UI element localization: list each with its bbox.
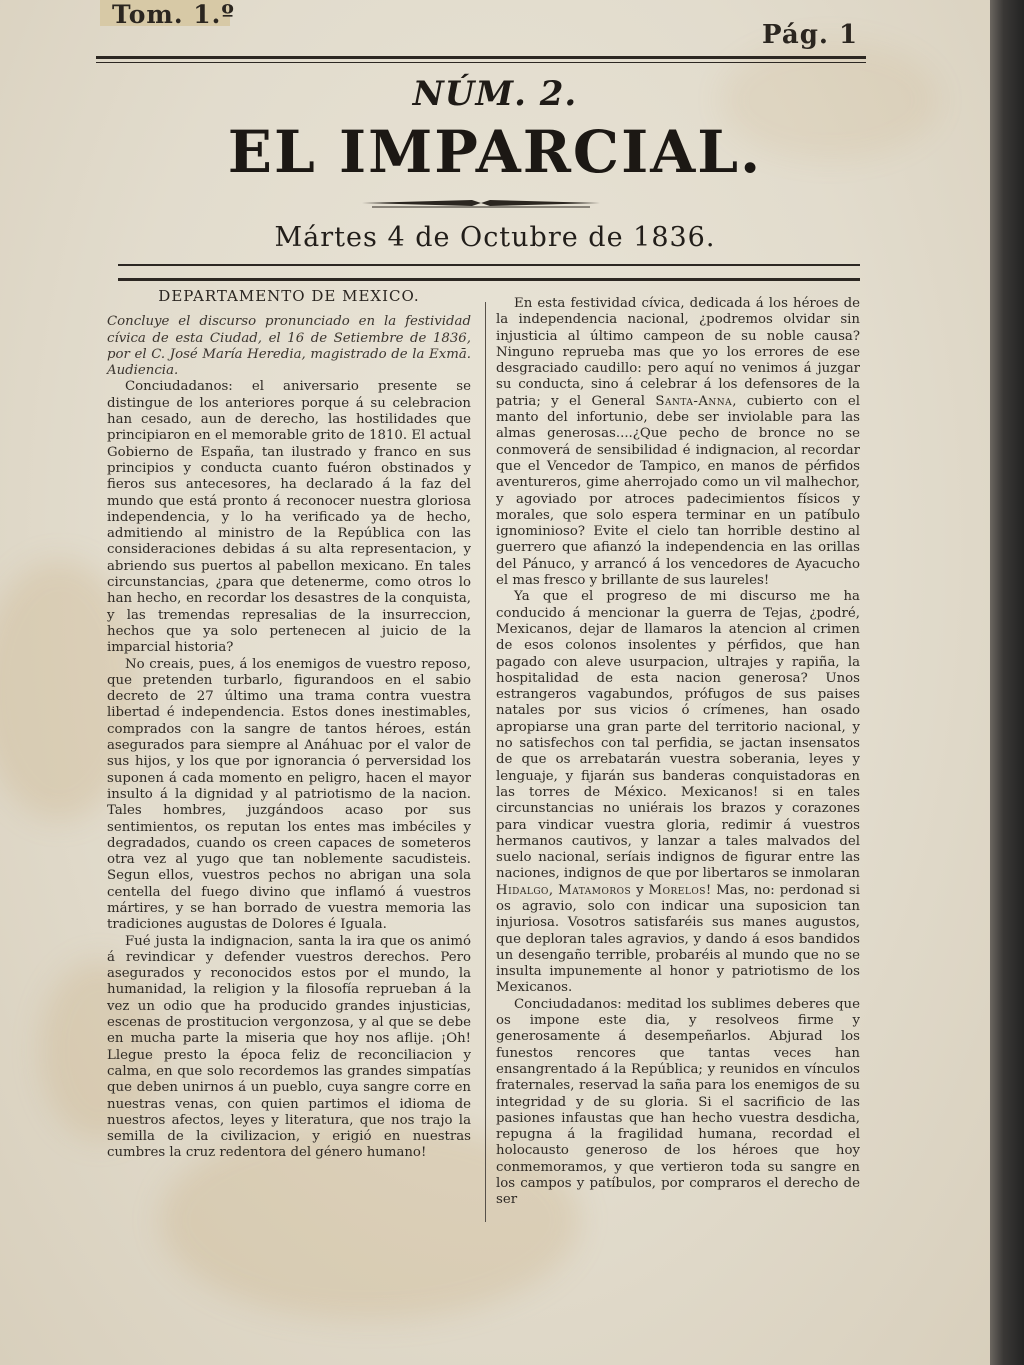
title-ornament xyxy=(362,196,600,210)
article-paragraph: Conciudadanos: meditad los sublimes deberes que os impone este dia, y resolveos firme y generosamente á desempeñarlos. Abjurad los funestos rencores que tantas veces han ensangrentado á la República; y reunidos en vínculos fraternales, reservad la saña para los enemigos de su integridad y de su gloria. Si el sacrificio de las pasiones infaustas que han hecho vuestra desdicha, repugna á la fragilidad humana, recordad el holocausto generoso de los héroes que hoy conmemoramos, y que vertieron toda su sangre en los campos y patíbulos, por compraros el derecho de ser xyxy=(496,996,860,1208)
page-edge-shadow xyxy=(990,0,1024,1365)
article-paragraph xyxy=(496,296,860,589)
date-rule xyxy=(118,264,860,266)
text-run: y xyxy=(631,882,649,898)
name-matamoros: Matamoros xyxy=(558,882,632,898)
article-paragraph: Fué justa la indignacion, santa la ira que os animó á revindicar y defender vuestros derechos. Pero asegurados y reconocidos estos por el mundo, la humanidad, la religion y la filosofía reprueban á la vez un odio que ha producido grandes injusticias, escenas de prostitucion vergonzosa, y al que se debe en mucha parte la miseria que hoy nos aflije. ¡Oh! Llegue presto la época feliz de reconciliacion y calma, en que solo recordemos las grandes simpatías que deben unirnos á un pueblo, cuya sangre corre en nuestras venas, con quien partimos el idioma de nuestros afectos, leyes y literatura, que nos trajo la semilla de la civilizacion, y erigió en nuestras cumbres la cruz redentora del género humano! xyxy=(107,933,471,1161)
issue-date: Mártes 4 de Octubre de 1836. xyxy=(274,222,716,253)
right-column xyxy=(496,296,860,1209)
newspaper-title: EL IMPARCIAL. xyxy=(227,118,763,186)
column-divider xyxy=(485,302,486,1222)
text-run: , xyxy=(548,882,559,898)
text-run: ! Mas, no: perdonad si os agravio, solo con indicar una suposicion tan injuriosa. Vosotros satisfaréis sus manes augustos, que deploran tales agravios, y dando á esos bandidos un desengaño terrible, probaréis al mundo que no se insulta impunemente al honor y patriotismo de los Mexicanos. xyxy=(496,882,860,996)
text-run: , cubierto con el manto del infortunio, debe ser inviolable para las almas generosas....¿Que pecho de bronce no se conmoverá de sensibilidad é indignacion, al recordar que el Vencedor de Tampico, en manos de pérfidos aventureros, gime aherrojado como un vil malhechor, y agoviado por atroces padecimientos físicos y morales, que solo espera terminar en un patíbulo ignominioso? Evite el cielo tan horrible destino al guerrero que afianzó la independencia en las orillas del Pánuco, y arrancó á los vencedores de Ayacucho el mas fresco y brillante de sus laureles! xyxy=(496,393,860,589)
speech-intro: Concluye el discurso pronunciado en la festividad cívica de esta Ciudad, el 16 de Setiembre de 1836, por el C. José María Heredia, magistrado de la Exmā. Audiencia. xyxy=(107,314,471,379)
name-hidalgo: Hidalgo xyxy=(496,882,549,898)
page-number-label: Pág. 1 xyxy=(762,20,859,50)
department-heading: DEPARTAMENTO DE MEXICO. xyxy=(158,287,420,305)
article-paragraph: Conciudadanos: el aniversario presente se distingue de los anteriores porque á su celebracion han cesado, aun de derecho, las hostilidades que principiaron en el memorable grito de 1810. El actual Gobierno de España, tan ilustrado y franco en sus principios y conducta cuanto fuéron obstinados y fieros sus antecesores, ha declarado á la faz del mundo que está pronto á reconocer nuestra gloriosa independencia, y lo ha verificado ya de hecho, admitiendo al ministro de la República con las consideraciones debidas á su alta representacion, y abriendo sus puertos al pabellon mexicano. En tales circunstancias, ¿para que detenerme, como otros lo han hecho, en recordar los desastres de la conquista, y las tremendas represalias de la insurreccion, hechos que ya solo pertenecen al juicio de la imparcial historia? xyxy=(107,379,471,656)
columns-rule xyxy=(118,278,860,281)
article-paragraph xyxy=(496,589,860,996)
top-rule xyxy=(96,56,866,59)
volume-label: Tom. 1.º xyxy=(112,0,235,29)
issue-number: NÚM. 2. xyxy=(412,74,578,114)
top-rule-thin xyxy=(96,62,866,63)
name-morelos: Morelos xyxy=(648,882,706,898)
text-run: Ya que el progreso de mi discurso me ha conducido á mencionar la guerra de Tejas, ¿podré, Mexicanos, dejar de llamaros la atencion al crimen de esos colonos insolentes y pérfidos, que han pagado con aleve usurpacion, ultrajes y rapiña, la hospitalidad de esta nacion generosa? Unos estrangeros vagabundos, prófugos de sus paises natales por sus vicios ó crímenes, han osado apropiarse una gran parte del territorio nacional, y no satisfechos con tal perfidia, se jactan insensatos de que os arrebatarán vuestra soberania, leyes y lenguaje, y fijarán sus banderas conquistadoras en las torres de México. Mexicanos! si en tales circunstancias no uniérais los brazos y corazones para vindicar vuestra gloria, redimir á vuestros hermanos cautivos, y lanzar a tales malvados del suelo nacional, seríais indignos de figurar entre las naciones, indignos de que por libertaros se inmolaran xyxy=(496,589,860,882)
text-run: En esta festividad cívica, dedicada á los héroes de la independencia nacional, ¿podremos olvidar sin injusticia al último campeon de su noble causa? Ninguno reprueba mas que yo los errores de ese desgraciado caudillo: pero aquí no venimos á juzgar su conducta, sino á celebrar á los defensores de la patria; y el General xyxy=(496,296,860,409)
article-paragraph: No creais, pues, á los enemigos de vuestro reposo, que pretenden turbarlo, figurandoos en el sabio decreto de 27 último una trama contra vuestra libertad é independencia. Estos dones inestimables, comprados con la sangre de tantos héroes, están asegurados para siempre al Anáhuac por el valor de sus hijos, y los que por ignorancia ó perversidad los suponen á cada momento en peligro, hacen el mayor insulto á la dignidad y al patriotismo de la nacion. Tales hombres, juzgándoos acaso por sus sentimientos, os reputan los entes mas imbéciles y degradados, cuando os creen capaces de someteros otra vez al yugo que tan noblemente sacudisteis. Segun ellos, vuestros pechos no abrigan una sola centella del fuego divino que inflamó á vuestros mártires, y se han borrado de vuestra memoria las tradiciones augustas de Dolores é Iguala. xyxy=(107,656,471,933)
name-santa-anna: Santa-Anna xyxy=(655,393,733,409)
left-column xyxy=(107,288,471,1162)
